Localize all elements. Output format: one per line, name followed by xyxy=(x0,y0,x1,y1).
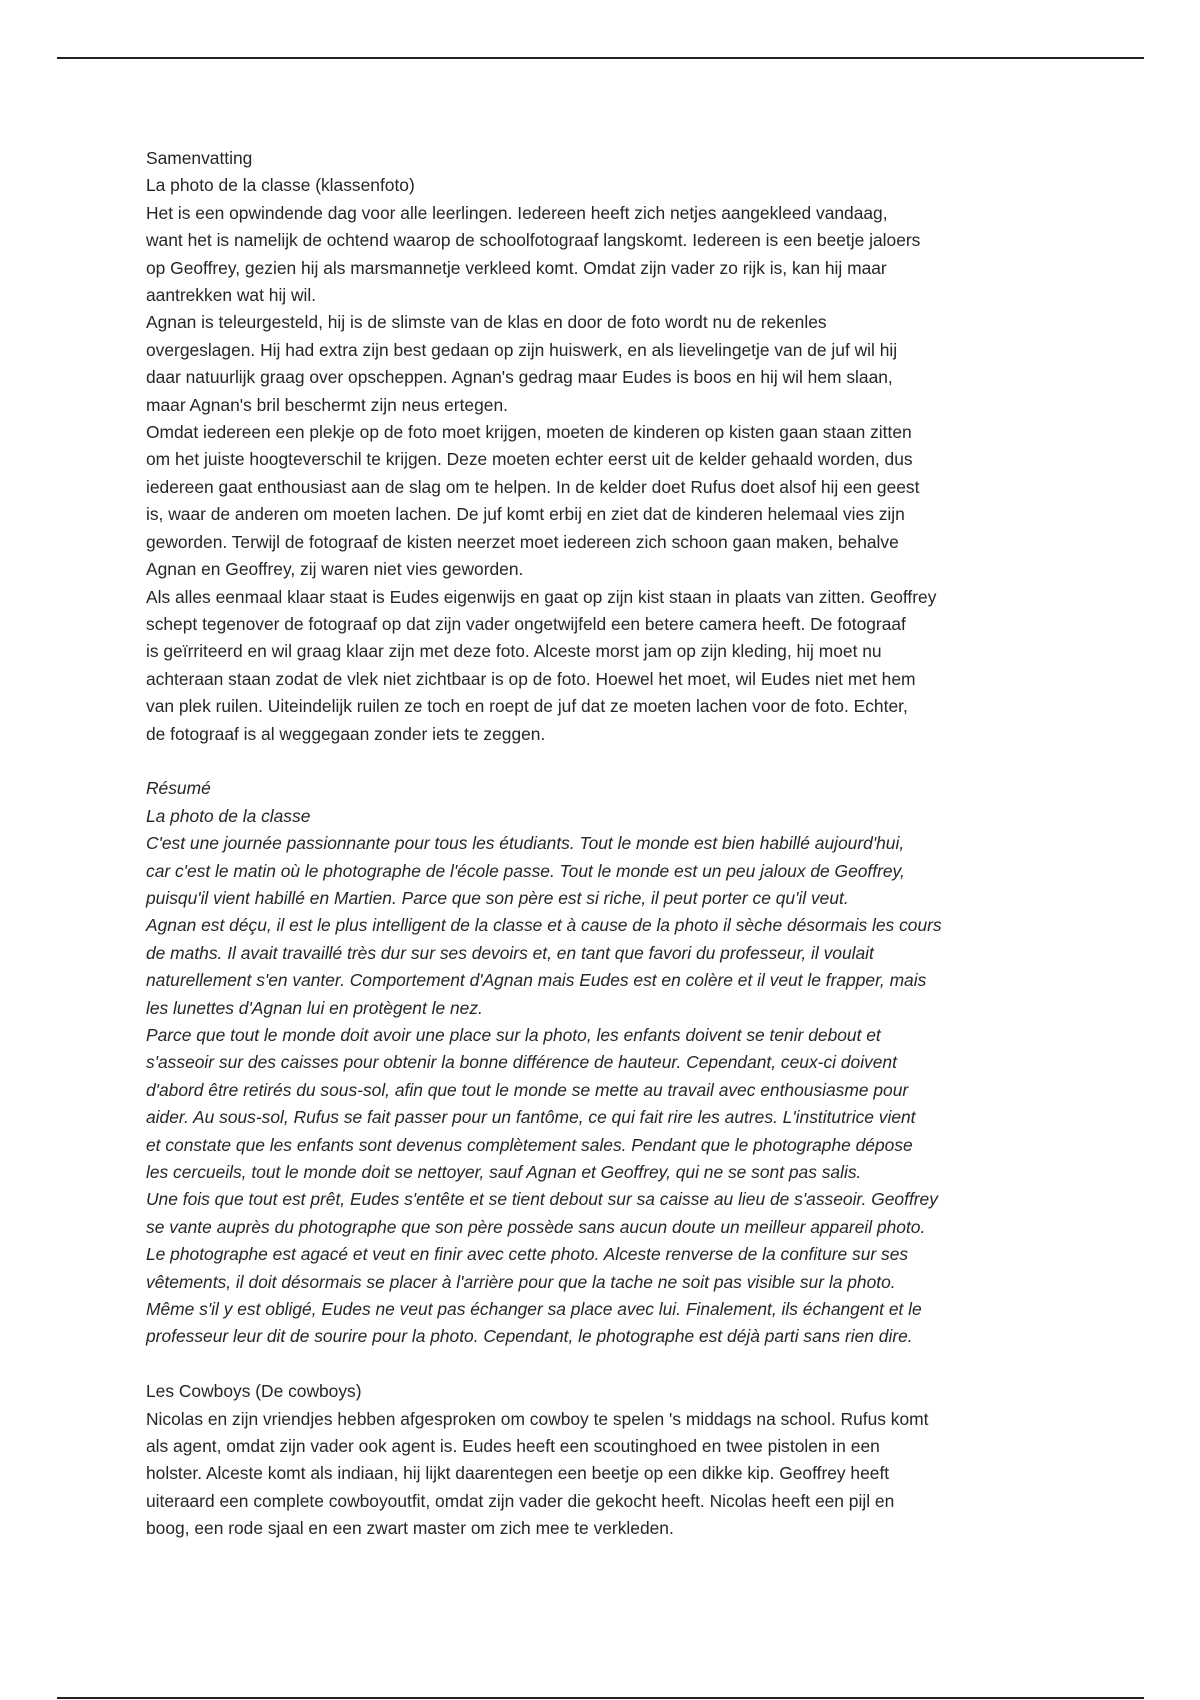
section-body xyxy=(146,830,1060,1351)
text-line: op Geoffrey, gezien hij als marsmannetje verkleed komt. Omdat zijn vader zo rijk is, kan hij maar xyxy=(146,257,887,278)
text-line: Het is een opwindende dag voor alle leerlingen. Iedereen heeft zich netjes aangekleed vandaag, xyxy=(146,202,888,223)
text-line: de maths. Il avait travaillé très dur sur ses devoirs et, en tant que favori du professeur, il voulait xyxy=(146,942,874,963)
text-line: les lunettes d'Agnan lui en protègent le nez. xyxy=(146,997,483,1018)
bottom-rule xyxy=(57,1697,1144,1699)
section-heading: Résumé xyxy=(146,778,211,799)
text-line: boog, een rode sjaal en een zwart master om zich mee te verkleden. xyxy=(146,1518,674,1539)
text-line: daar natuurlijk graag over opscheppen. Agnan's gedrag maar Eudes is boos en hij wil hem slaan, xyxy=(146,367,893,388)
text-line: Nicolas en zijn vriendjes hebben afgesproken om cowboy te spelen 's middags na school. Rufus komt xyxy=(146,1408,929,1429)
top-rule xyxy=(57,57,1144,59)
text-line: Agnan est déçu, il est le plus intelligent de la classe et à cause de la photo il sèche désormais les cours xyxy=(146,915,942,936)
text-line: se vante auprès du photographe que son père possède sans aucun doute un meilleur appareil photo. xyxy=(146,1216,926,1237)
text-line: achteraan staan zodat de vlek niet zichtbaar is op de foto. Hoewel het moet, wil Eudes niet met hem xyxy=(146,668,916,689)
french-summary xyxy=(146,775,1060,1351)
text-line: van plek ruilen. Uiteindelijk ruilen ze toch en roept de juf dat ze moeten lachen voor de foto. Echter, xyxy=(146,696,908,717)
text-line: Agnan en Geoffrey, zij waren niet vies geworden. xyxy=(146,559,524,580)
text-line: Parce que tout le monde doit avoir une place sur la photo, les enfants doivent se tenir debout et xyxy=(146,1024,881,1045)
section-gap xyxy=(146,1351,1060,1378)
text-line: uiteraard een complete cowboyoutfit, omdat zijn vader die gekocht heeft. Nicolas heeft een pijl en xyxy=(146,1490,895,1511)
text-line: is, waar de anderen om moeten lachen. De juf komt erbij en ziet dat de kinderen helemaal vies zijn xyxy=(146,504,905,525)
text-line: Une fois que tout est prêt, Eudes s'entête et se tient debout sur sa caisse au lieu de s'asseoir. Geoffrey xyxy=(146,1189,938,1210)
text-line: schept tegenover de fotograaf op dat zijn vader ongetwijfeld een betere camera heeft. De fotograaf xyxy=(146,613,906,634)
text-line: puisqu'il vient habillé en Martien. Parce que son père est si riche, il peut porter ce qu'il veut. xyxy=(146,887,849,908)
text-line: C'est une journée passionnante pour tous les étudiants. Tout le monde est bien habillé aujourd'hui, xyxy=(146,833,905,854)
text-line: Agnan is teleurgesteld, hij is de slimste van de klas en door de foto wordt nu de rekenles xyxy=(146,312,827,333)
text-line: Même s'il y est obligé, Eudes ne veut pas échanger sa place avec lui. Finalement, ils échangent et le xyxy=(146,1299,922,1320)
text-line: Als alles eenmaal klaar staat is Eudes eigenwijs en gaat op zijn kist staan in plaats van zitten. Geoffrey xyxy=(146,586,937,607)
text-line: aantrekken wat hij wil. xyxy=(146,285,317,306)
text-line: iedereen gaat enthousiast aan de slag om te helpen. In de kelder doet Rufus doet alsof hij een geest xyxy=(146,476,920,497)
text-line: is geïrriteerd en wil graag klaar zijn met deze foto. Alceste morst jam op zijn kleding, hij moet nu xyxy=(146,641,882,662)
text-line: professeur leur dit de sourire pour la photo. Cependant, le photographe est déjà parti sans rien dire. xyxy=(146,1326,913,1347)
text-line: om het juiste hoogteverschil te krijgen. Deze moeten echter eerst uit de kelder gehaald worden, dus xyxy=(146,449,913,470)
text-line: Le photographe est agacé et veut en finir avec cette photo. Alceste renverse de la confiture sur ses xyxy=(146,1244,909,1265)
text-line: et constate que les enfants sont devenus complètement sales. Pendant que le photographe dépose xyxy=(146,1134,913,1155)
section-title: Les Cowboys (De cowboys) xyxy=(146,1381,362,1402)
text-line: geworden. Terwijl de fotograaf de kisten neerzet moet iedereen zich schoon gaan maken, behalve xyxy=(146,531,899,552)
text-line: s'asseoir sur des caisses pour obtenir la bonne différence de hauteur. Cependant, ceux-ci doivent xyxy=(146,1052,897,1073)
text-line: aider. Au sous-sol, Rufus se fait passer pour un fantôme, ce qui fait rire les autres. L'institutrice vient xyxy=(146,1107,916,1128)
dutch-summary xyxy=(146,145,1060,748)
text-line: d'abord être retirés du sous-sol, afin que tout le monde se mette au travail avec enthousiasme pour xyxy=(146,1079,909,1100)
section-gap xyxy=(146,748,1060,775)
text-line: want het is namelijk de ochtend waarop de schoolfotograaf langskomt. Iedereen is een beetje jaloers xyxy=(146,230,921,251)
text-line: car c'est le matin où le photographe de l'école passe. Tout le monde est un peu jaloux de Geoffrey, xyxy=(146,860,905,881)
text-line: holster. Alceste komt als indiaan, hij lijkt daarentegen een beetje op een dikke kip. Geoffrey heeft xyxy=(146,1463,890,1484)
text-line: naturellement s'en vanter. Comportement d'Agnan mais Eudes est en colère et il veut le frapper, mais xyxy=(146,970,927,991)
text-line: de fotograaf is al weggegaan zonder iets te zeggen. xyxy=(146,723,546,744)
cowboys-summary xyxy=(146,1378,1060,1542)
section-heading: Samenvatting xyxy=(146,148,253,168)
section-body xyxy=(146,200,1060,748)
section-title: La photo de la classe (klassenfoto) xyxy=(146,175,415,196)
text-line: maar Agnan's bril beschermt zijn neus ertegen. xyxy=(146,394,508,415)
text-line: overgeslagen. Hij had extra zijn best gedaan op zijn huiswerk, en als lievelingetje van de juf wil hij xyxy=(146,339,898,360)
section-title: La photo de la classe xyxy=(146,805,311,826)
text-line: vêtements, il doit désormais se placer à l'arrière pour que la tache ne soit pas visible sur la photo. xyxy=(146,1271,896,1292)
text-line: Omdat iedereen een plekje op de foto moet krijgen, moeten de kinderen op kisten gaan staan zitten xyxy=(146,422,912,443)
text-line: les cercueils, tout le monde doit se nettoyer, sauf Agnan et Geoffrey, qui ne se sont pas salis. xyxy=(146,1162,862,1183)
page-content xyxy=(146,145,1060,1543)
section-body xyxy=(146,1406,1060,1543)
text-line: als agent, omdat zijn vader ook agent is. Eudes heeft een scoutinghoed en twee pistolen in een xyxy=(146,1436,880,1457)
